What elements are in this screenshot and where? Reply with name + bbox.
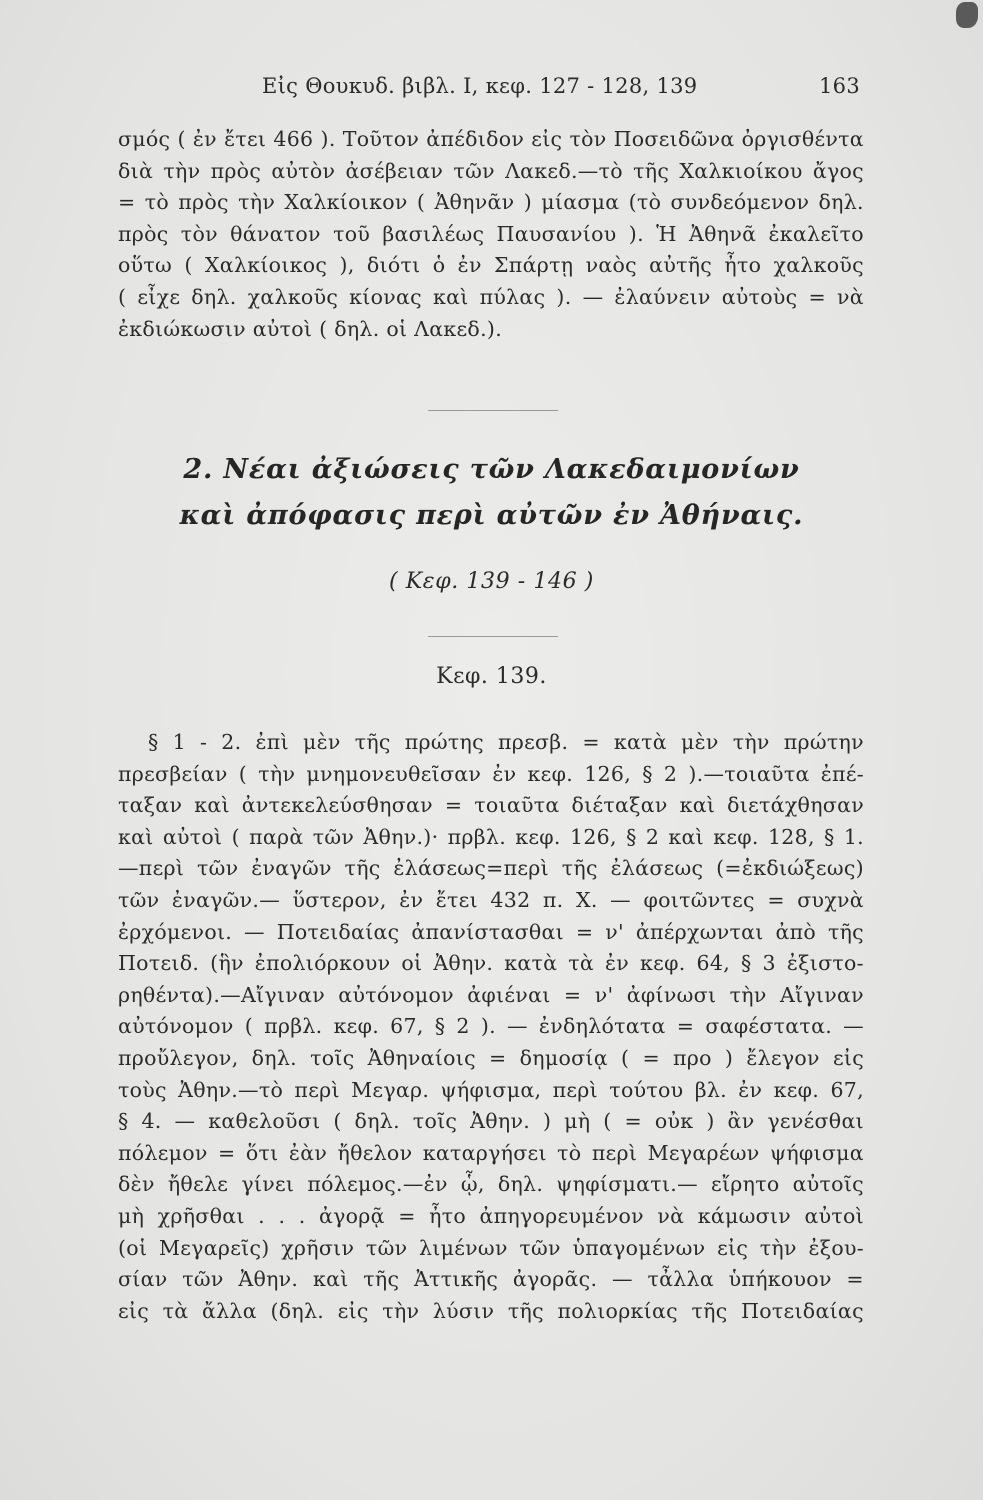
page-number: 163 xyxy=(819,74,860,98)
text-line: ταξαν καὶ ἀντεκελεύσθησαν = τοιαῦτα διέταξαν καὶ διετάχθησαν xyxy=(118,793,864,818)
text-line: τοὺς Ἀθην.—τὸ περὶ Μεγαρ. ψήφισμα, περὶ τούτου βλ. ἐν κεφ. 67, xyxy=(118,1077,864,1102)
text-line: διὰ τὴν πρὸς αὐτὸν ἀσέβειαν τῶν Λακεδ.—τὸ τῆς Χαλκιοίκου ἄγος xyxy=(118,158,864,183)
text-line: προὔλεγον, δηλ. τοῖς Ἀθηναίοις = δημοσίᾳ ( = προ ) ἔλεγον εἰς xyxy=(118,1045,864,1070)
section-subtitle: ( Κεφ. 139 - 146 ) xyxy=(389,569,594,594)
text-line: —περὶ τῶν ἐναγῶν τῆς ἐλάσεως=περὶ τῆς ἐλάσεως (=ἐκδιώξεως) xyxy=(118,856,864,881)
text-line: πρεσβείαν ( τὴν μνημονευθεῖσαν ἐν κεφ. 126, § 2 ).—τοιαῦτα ἐπέ- xyxy=(118,761,864,786)
text-line: σμός ( ἐν ἔτει 466 ). Τοῦτον ἀπέδιδον εἰς τὸν Ποσειδῶνα ὀργισθέντα xyxy=(118,127,864,151)
text-line: (οἱ Μεγαρεῖς) χρῆσιν τῶν λιμένων τῶν ὑπαγομένων εἰς τὴν ἐξου- xyxy=(118,1235,864,1260)
running-head: Εἰς Θουκυδ. βιβλ. Ι, κεφ. 127 - 128, 139 xyxy=(262,74,698,98)
text-line: Ποτειδ. (ἣν ἐπολιόρκουν οἱ Ἀθην. κατὰ τὰ ἐν κεφ. 64, § 3 ἐξιστο- xyxy=(118,951,864,976)
text-line: πόλεμον = ὅτι ἐὰν ἤθελον καταργήσει τὸ περὶ Μεγαρέων ψήφισμα xyxy=(118,1140,864,1165)
page-header xyxy=(262,74,860,104)
text-line: σίαν τῶν Ἀθην. καὶ τῆς Ἀττικῆς ἀγορᾶς. — τἆλλα ὑπήκουον = xyxy=(118,1267,864,1292)
text-line: αὐτόνομον ( πρβλ. κεφ. 67, § 2 ). — ἐνδηλότατα = σαφέστατα. — xyxy=(118,1014,864,1039)
body-paragraph xyxy=(118,727,864,1327)
chapter-heading: Κεφ. 139. xyxy=(436,664,547,689)
separator-rule xyxy=(428,410,558,411)
text-line: οὕτω ( Χαλκίοικος ), διότι ὁ ἐν Σπάρτῃ ναὸς αὐτῆς ἦτο χαλκοῦς xyxy=(118,253,864,278)
section-title-line-2: καὶ ἀπόφασις περὶ αὐτῶν ἐν Ἀθήναις. xyxy=(179,500,804,531)
separator-rule xyxy=(428,636,558,637)
text-line: ἐκδιώκωσιν αὐτοὶ ( δηλ. οἱ Λακεδ.). xyxy=(118,316,503,341)
section-title-line-1: 2. Νέαι ἀξιώσεις τῶν Λακεδαιμονίων xyxy=(183,454,800,485)
text-line: εἰς τὰ ἄλλα (δηλ. εἰς τὴν λύσιν τῆς πολιορκίας τῆς Ποτειδαίας xyxy=(118,1298,864,1323)
top-paragraph xyxy=(118,124,864,345)
text-line: § 1 - 2. ἐπὶ μὲν τῆς πρώτης πρεσβ. = κατὰ μὲν τὴν πρώτην xyxy=(148,730,864,754)
text-line: = τὸ πρὸς τὴν Χαλκίοικον ( Ἀθηνᾶν ) μίασμα (τὸ συνδεόμενον δηλ. xyxy=(118,190,864,215)
text-line: καὶ αὐτοὶ ( παρὰ τῶν Ἀθην.)· πρβλ. κεφ. 126, § 2 καὶ κεφ. 128, § 1. xyxy=(118,824,864,849)
text-line: δὲν ἤθελε γίνει πόλεμος.—ἐν ᾧ, δηλ. ψηφίσματι.— εἴρητο αὐτοῖς xyxy=(118,1172,864,1197)
text-line: § 4. — καθελοῦσι ( δηλ. τοῖς Ἀθην. ) μὴ ( = οὐκ ) ἂν γενέσθαι xyxy=(118,1109,864,1134)
text-line: τῶν ἐναγῶν.— ὕστερον, ἐν ἔτει 432 π. Χ. — φοιτῶντες = συχνὰ xyxy=(118,887,864,912)
text-line: πρὸς τὸν θάνατον τοῦ βασιλέως Παυσανίου ). Ἡ Ἀθηνᾶ ἐκαλεῖτο xyxy=(118,221,864,246)
text-line: ( εἶχε δηλ. χαλκοῦς κίονας καὶ πύλας ). — ἐλαύνειν αὐτοὺς = νὰ xyxy=(118,284,864,309)
ink-blot xyxy=(956,2,978,28)
text-line: μὴ χρῆσθαι . . . ἀγορᾷ = ἦτο ἀπηγορευμένον νὰ κάμωσιν αὐτοὶ xyxy=(118,1203,864,1228)
text-line: ρηθέντα).—Αἴγιναν αὐτόνομον ἀφιέναι = ν' ἀφίνωσι τὴν Αἴγιναν xyxy=(118,982,864,1007)
text-line: ἐρχόμενοι. — Ποτειδαίας ἀπανίστασθαι = ν' ἀπέρχωνται ἀπὸ τῆς xyxy=(118,919,864,944)
